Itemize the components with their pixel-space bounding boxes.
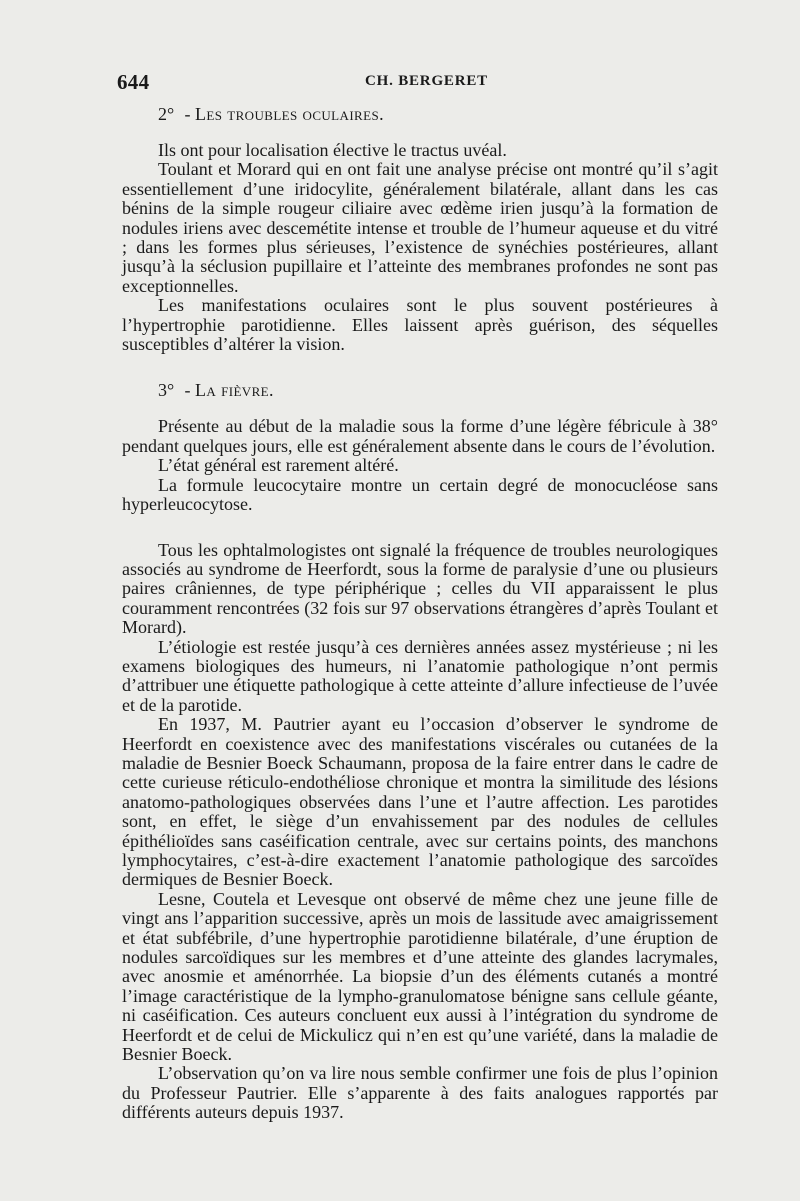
section-heading-ocular (158, 104, 718, 124)
section-heading-fever (158, 380, 718, 400)
paragraph: La formule leucocytaire montre un certain degré de monocucléose sans hyperleucocytose. (122, 474, 718, 515)
running-head-author: CH. BERGERET (365, 73, 488, 89)
paragraph: Les manifestations oculaires sont le plus souvent postérieures à l’hypertrophie parotidienne. Elles laissent après guérison, des séquelles susceptibles d’altérer la vision. (122, 295, 718, 355)
paragraph: Toulant et Morard qui en ont fait une analyse précise ont montré qu’il s’agit essentiellement d’une iridocylite, généralement bilatérale, allant dans les cas bénins de la simple rougeur ciliaire avec œdème irien jusqu’à la formation de nodules iriens avec descemétite intense et trouble de l’humeur aqueuse et du vitré ; dans les formes plus sérieuses, l’existence de synéchies postérieures, allant jusqu’à la séclusion pupillaire et l’atteinte des membranes profondes ne sont pas exceptionnelles. (122, 159, 718, 296)
section-dash: - (184, 380, 191, 401)
paragraph: En 1937, M. Pautrier ayant eu l’occasion d’observer le syndrome de Heerfordt en coexistence avec des manifestations viscérales ou cutanées de la maladie de Besnier Boeck Schaumann, proposa de la faire entrer dans le cadre de cette curieuse réticulo-endothéliose chronique et montra la similitude des lésions anatomo-pathologiques observées dans l’une et l’autre affection. Les parotides sont, en effet, le siège d’un envahissement par des nodules de cellules épithélioïdes sans caséification centrale, avec sur certains points, des manchons lymphocytaires, c’est-à-dire exactement l’anatomie pathologique des sarcoïdes dermiques de Besnier Boeck. (122, 714, 718, 890)
running-head (117, 70, 719, 92)
section-title: Les troubles oculaires. (195, 104, 384, 124)
section-title: La fièvre. (195, 380, 274, 401)
section-gap (122, 354, 718, 380)
paragraph: Lesne, Coutela et Levesque ont observé de même chez une jeune fille de vingt ans l’apparition successive, après un mois de lassitude avec amaigrissement et état subfébrile, d’une hypertrophie parotidienne bilatérale, d’une éruption de nodules sarcoïdiques sur les membres et d’une atteinte des glandes lacrymales, avec anosmie et aménorrhée. La biopsie d’un des éléments cutanés a montré l’image caractéristique de la lympho-granulomatose bénigne sans cellule géante, ni caséification. Ces auteurs concluent eux aussi à l’intégration du syndrome de Heerfordt et de celui de Mickulicz qui n’en est qu’une variété, dans la maladie de Besnier Boeck. (122, 888, 718, 1065)
paragraph: L’observation qu’on va lire nous semble confirmer une fois de plus l’opinion du Professeur Pautrier. Elle s’apparente à des faits analogues rapportés par différents auteurs depuis 1937. (122, 1063, 718, 1123)
paragraph: Présente au début de la maladie sous la forme d’une légère fébricule à 38° pendant quelques jours, elle est généralement absente dans le cours de l’évolution. (122, 416, 718, 456)
section-dash: - (184, 104, 191, 124)
section-number: 3° (158, 380, 175, 401)
paragraph: Ils ont pour localisation élective le tractus uvéal. (158, 140, 507, 160)
paragraph: L’étiologie est restée jusqu’à ces dernières années assez mystérieuse ; ni les examens biologiques des humeurs, ni l’anatomie pathologique n’ont permis d’attribuer une étiquette pathologique à cette atteinte d’allure infectieuse de l’uvée et de la parotide. (122, 636, 718, 715)
body-text (122, 104, 718, 1123)
paragraph: L’état général est rarement altéré. (158, 455, 399, 476)
paragraph: Tous les ophtalmologistes ont signalé la fréquence de troubles neurologiques associés au syndrome de Heerfordt, sous la forme de paralysie d’une ou plusieurs paires crâniennes, de type périphérique ; celles du VII apparaissent le plus couramment rencontrées (32 fois sur 97 observations étrangères d’après Toulant et Morard). (122, 539, 718, 638)
page-number: 644 (117, 70, 150, 94)
section-gap (122, 515, 718, 541)
section-number: 2° (158, 104, 175, 124)
